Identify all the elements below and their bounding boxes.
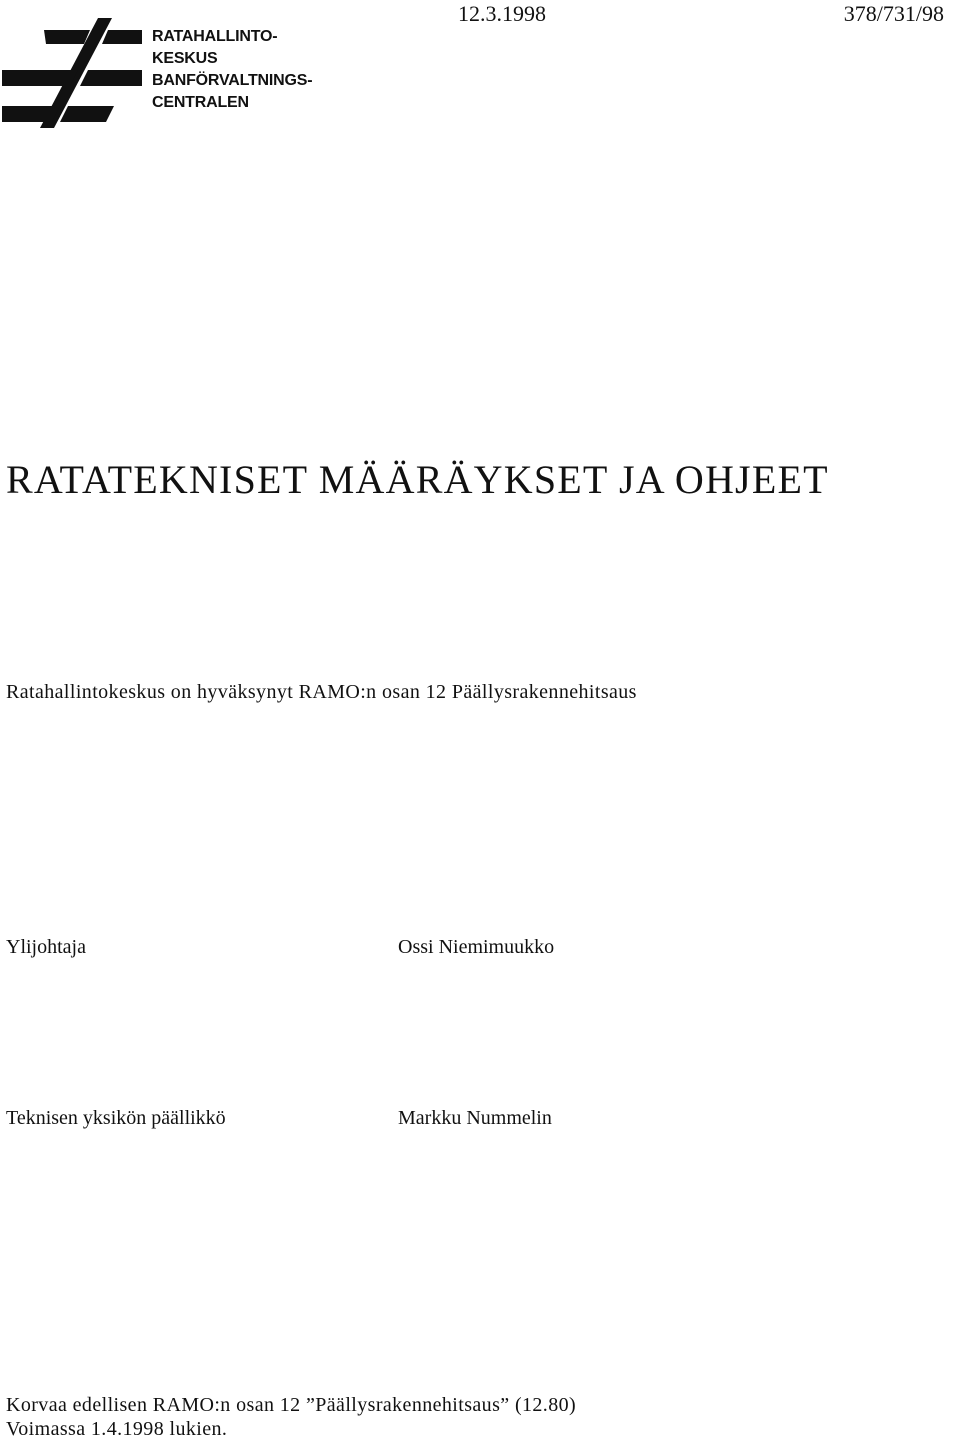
logo-line-1: RATAHALLINTO- bbox=[152, 28, 278, 45]
signatory-name: Markku Nummelin bbox=[398, 1107, 552, 1129]
replaces-note: Korvaa edellisen RAMO:n osan 12 ”Päällysrakennehitsaus” (12.80) bbox=[6, 1394, 577, 1416]
logo-bar-upper-right bbox=[102, 30, 142, 44]
signatory-name: Ossi Niemimuukko bbox=[398, 936, 555, 958]
logo-line-3: BANFÖRVALTNINGS- bbox=[152, 72, 313, 89]
approval-statement: Ratahallintokeskus on hyväksynyt RAMO:n osan 12 Päällysrakennehitsaus bbox=[6, 681, 637, 703]
logo-bar-upper-left bbox=[44, 30, 90, 44]
document-title: RATATEKNISET MÄÄRÄYKSET JA OHJEET bbox=[6, 457, 829, 502]
logo-line-2: KESKUS bbox=[152, 50, 218, 67]
document-date: 12.3.1998 bbox=[458, 1, 546, 26]
logo-bar-middle-right bbox=[80, 70, 142, 86]
signatory-role: Teknisen yksikön päällikkö bbox=[6, 1107, 226, 1129]
validity-note: Voimassa 1.4.1998 lukien. bbox=[6, 1418, 228, 1440]
document-reference-number: 378/731/98 bbox=[843, 1, 944, 26]
logo-line-4: CENTRALEN bbox=[152, 94, 249, 111]
logo-bar-middle-left bbox=[2, 70, 78, 86]
logo-bar-lower-right bbox=[60, 106, 114, 122]
signatory-role: Ylijohtaja bbox=[6, 936, 86, 958]
logo-bar-lower-left bbox=[2, 106, 60, 122]
organization-name bbox=[152, 26, 312, 114]
